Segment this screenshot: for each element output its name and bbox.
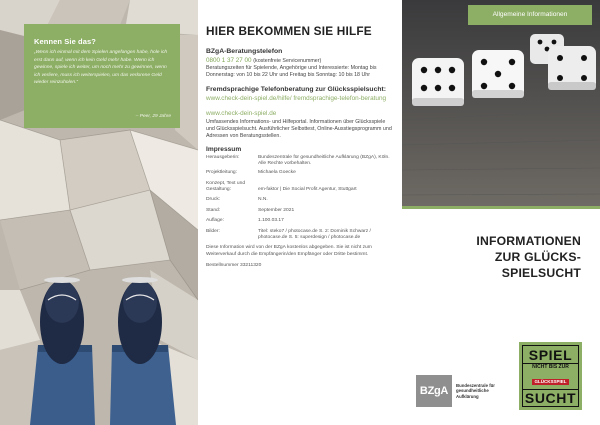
cover-title-line: INFORMATIONEN <box>476 234 581 248</box>
quote-title: Kennen Sie das? <box>34 37 96 46</box>
impressum-label: Bilder: <box>206 228 220 234</box>
distribution-text: Diese Information wird von der BZgA kostenlos abgegeben. Sie ist nicht zum Weiterverkauf durch die Empfängerin/den Empfänger oder Dritte bestimmt. <box>206 245 372 257</box>
impressum-row <box>206 170 394 176</box>
impressum-value: Michaela Goecke <box>258 170 296 176</box>
impressum-list <box>206 155 394 242</box>
campaign-logo-middle <box>523 363 578 391</box>
cover-photo-panel <box>0 0 198 425</box>
dice-illustration <box>402 0 600 206</box>
campaign-logo-bottom: SUCHT <box>524 390 577 406</box>
impressum-label: Auflage: <box>206 218 224 224</box>
impressum-title: Impressum <box>206 145 242 153</box>
hotline-text: Beratungszeiten für Spielende, Angehörige und Interessierte: Montag bis Donnerstag: von 10 bis 22 Uhr und Freitag bis Sonntag: 10 bis 18 Uhr <box>206 64 377 78</box>
cover-title-line: SPIELSUCHT <box>501 266 581 281</box>
impressum-row <box>206 197 394 203</box>
cover-title-line: ZUR GLÜCKS- <box>494 250 581 265</box>
hotline-number[interactable]: 0800 1 37 27 00 <box>206 57 252 64</box>
foreign-hotline-link[interactable]: www.check-dein-spiel.de/hilfe/ fremdsprachige-telefon-beratung <box>206 94 387 102</box>
bzga-logo <box>416 375 504 407</box>
impressum-row <box>206 208 394 214</box>
impressum-row <box>206 155 394 168</box>
impressum-value: em-faktor | Die Social Profit Agentur, Stuttgart <box>258 186 357 192</box>
campaign-logo-badge: GLÜCKSSPIEL <box>534 379 567 385</box>
campaign-logo-middle-text: NICHT BIS ZUR <box>532 363 569 370</box>
portal-text: Umfassendes Informations- und Hilfeportal. Informationen über Glücksspiele und Glücksspielsucht. Ausführlicher Selbsttest, Online-Ausstiegsprogramm und Adressen von Beratungsstellen. <box>206 118 392 139</box>
impressum-label: Projektleitung: <box>206 170 237 176</box>
help-panel <box>198 0 402 425</box>
impressum-label: Druck: <box>206 197 221 203</box>
impressum-label: Stand: <box>206 207 221 213</box>
hotline-line <box>206 57 394 65</box>
order-number: Bestellnummer 33211320 <box>206 262 262 268</box>
help-heading: HIER BEKOMMEN SIE HILFE <box>206 24 372 38</box>
campaign-logo-frame <box>522 345 579 407</box>
hotline-title: BZgA-Beratungstelefon <box>206 48 283 55</box>
divider <box>402 206 600 209</box>
impressum-value: Bundeszentrale für gesundheitliche Aufklärung (BZgA), Köln. Alle Rechte vorbehalten. <box>258 154 390 166</box>
impressum-value: N.N. <box>258 197 268 203</box>
quote-author: – Peer, 29 Jahre <box>135 114 171 119</box>
impressum-label: Konzept, Text und Gestaltung: <box>206 180 246 193</box>
bzga-name: Bundeszentrale für gesundheitliche Aufklärung <box>456 382 495 399</box>
portal-link[interactable]: www.check-dein-spiel.de <box>206 110 277 118</box>
impressum-row <box>206 181 394 194</box>
impressum-row <box>206 229 394 242</box>
impressum-value: Titel: steko7 / photocase.de S. 2: Dominik Schwarz / photocase.de S. 5: superdesign / photocase.de <box>258 228 371 240</box>
foreign-hotline-title: Fremdsprachige Telefonberatung zur Glücksspielsucht: <box>206 85 387 93</box>
quote-box <box>24 24 180 128</box>
impressum-label: Herausgeberin: <box>206 154 240 160</box>
quote-text: „Wenn ich einmal mit dem Spielen angefangen habe, hole ich erst dann auf, wenn ich kein Geld mehr habe. Wenn ich gewinne, spiele ich weiter, um noch mehr zu gewinnen, wenn ich verliere, muss ich weiterspielen, um das verlorene Geld wieder reinzuholen.“ <box>34 50 168 86</box>
campaign-logo <box>519 342 582 410</box>
cover-panel <box>402 0 600 425</box>
impressum-row <box>206 218 394 224</box>
impressum-value: 1.100.03.17 <box>258 218 284 224</box>
bzga-logo-mark: BZgA <box>416 375 452 407</box>
category-tab: Allgemeine Informationen <box>468 5 592 25</box>
campaign-logo-top: SPIEL <box>528 347 573 363</box>
cover-title <box>476 233 581 281</box>
dice-photo <box>402 0 600 206</box>
hotline-note: (kostenfreie Servicenummer) <box>253 58 322 64</box>
impressum-value: September 2021 <box>258 207 295 213</box>
